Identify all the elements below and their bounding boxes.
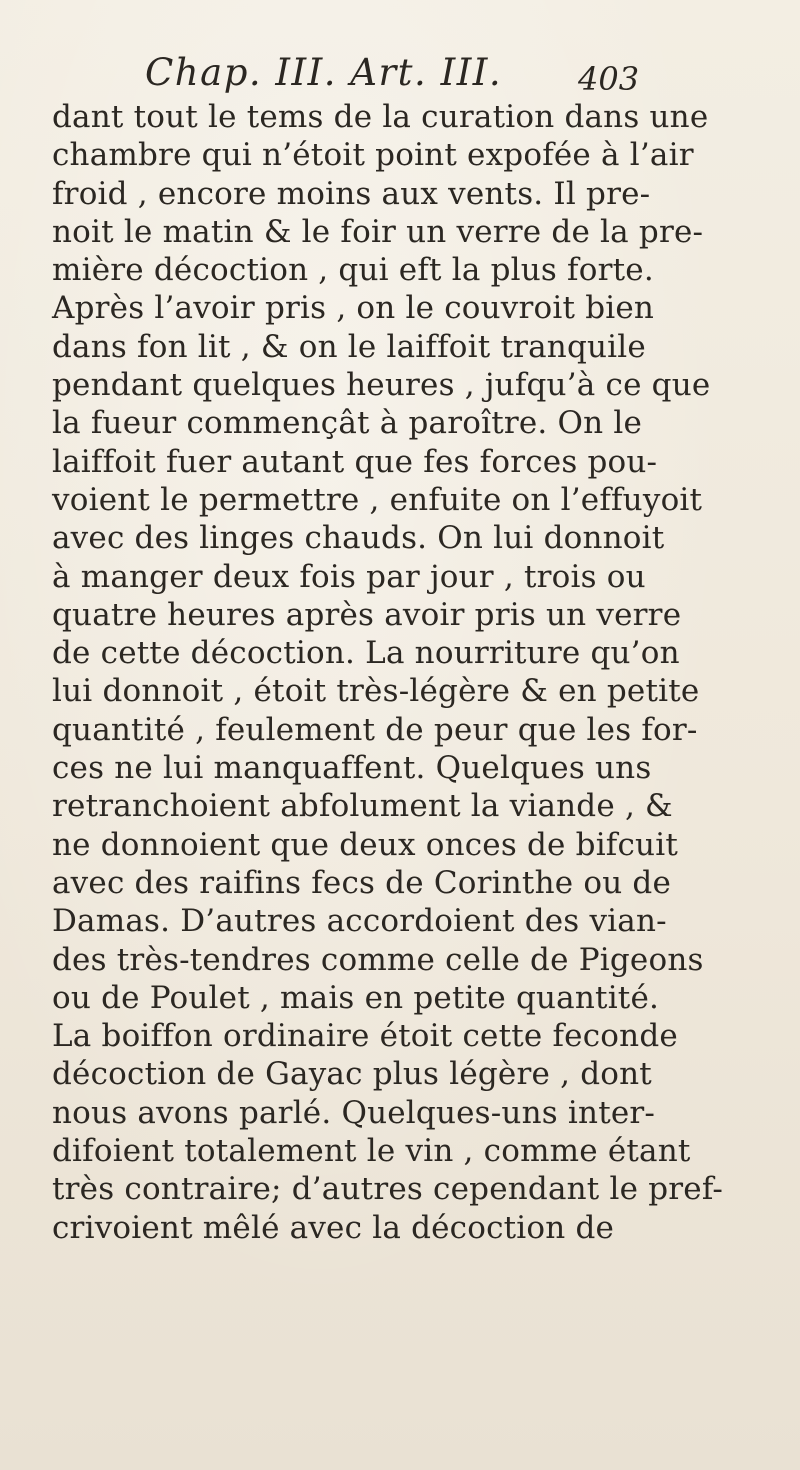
text-line-4: noit le matin & le foir un verre de la pre- xyxy=(52,213,704,250)
text-line-18: ces ne lui manquaffent. Quelques uns xyxy=(52,750,652,787)
text-line-19: retranchoient abfolument la viande , & xyxy=(52,788,673,825)
text-line-15: de cette décoction. La nourriture qu’on xyxy=(52,635,680,672)
text-line-5: mière décoction , qui eft la plus forte. xyxy=(52,252,654,289)
text-line-17: quantité , feulement de peur que les for- xyxy=(52,711,698,748)
text-line-3: froid , encore moins aux vents. Il pre- xyxy=(52,175,651,212)
text-line-11: voient le permettre , enfuite on l’effuyoit xyxy=(52,481,703,518)
body-text xyxy=(52,98,752,1247)
text-line-26: décoction de Gayac plus légère , dont xyxy=(52,1056,652,1093)
text-line-24: ou de Poulet , mais en petite quantité. xyxy=(52,979,660,1016)
text-line-12: avec des linges chauds. On lui donnoit xyxy=(52,520,665,557)
text-line-20: ne donnoient que deux onces de bifcuit xyxy=(52,826,678,863)
text-line-10: laiffoit fuer autant que fes forces pou- xyxy=(52,443,658,480)
chapter-heading: Chap. III. Art. III. xyxy=(145,51,503,94)
text-line-9: la fueur commençât à paroître. On le xyxy=(52,405,643,442)
text-line-29: très contraire; d’autres cependant le pref- xyxy=(52,1171,724,1208)
text-line-13: à manger deux fois par jour , trois ou xyxy=(52,558,646,595)
page-number: 403 xyxy=(578,60,640,98)
text-line-23: des très-tendres comme celle de Pigeons xyxy=(52,941,704,978)
text-line-25: La boiffon ordinaire étoit cette feconde xyxy=(52,1018,678,1055)
text-line-27: nous avons parlé. Quelques-uns inter- xyxy=(52,1094,656,1131)
text-line-6: Après l’avoir pris , on le couvroit bien xyxy=(52,290,655,327)
text-line-2: chambre qui n’étoit point expofée à l’air xyxy=(52,137,694,174)
text-line-21: avec des raifins fecs de Corinthe ou de xyxy=(52,864,672,901)
text-line-8: pendant quelques heures , jufqu’à ce que xyxy=(52,367,711,404)
text-line-16: lui donnoit , étoit très-légère & en petite xyxy=(52,673,700,710)
text-line-30: crivoient mêlé avec la décoction de xyxy=(52,1209,615,1246)
text-line-7: dans fon lit , & on le laiffoit tranquile xyxy=(52,328,646,365)
text-line-1: dant tout le tems de la curation dans une xyxy=(52,99,709,135)
text-line-28: difoient totalement le vin , comme étant xyxy=(52,1133,691,1170)
text-line-14: quatre heures après avoir pris un verre xyxy=(52,596,682,633)
text-line-22: Damas. D’autres accordoient des vian- xyxy=(52,903,667,940)
running-head xyxy=(0,48,800,98)
